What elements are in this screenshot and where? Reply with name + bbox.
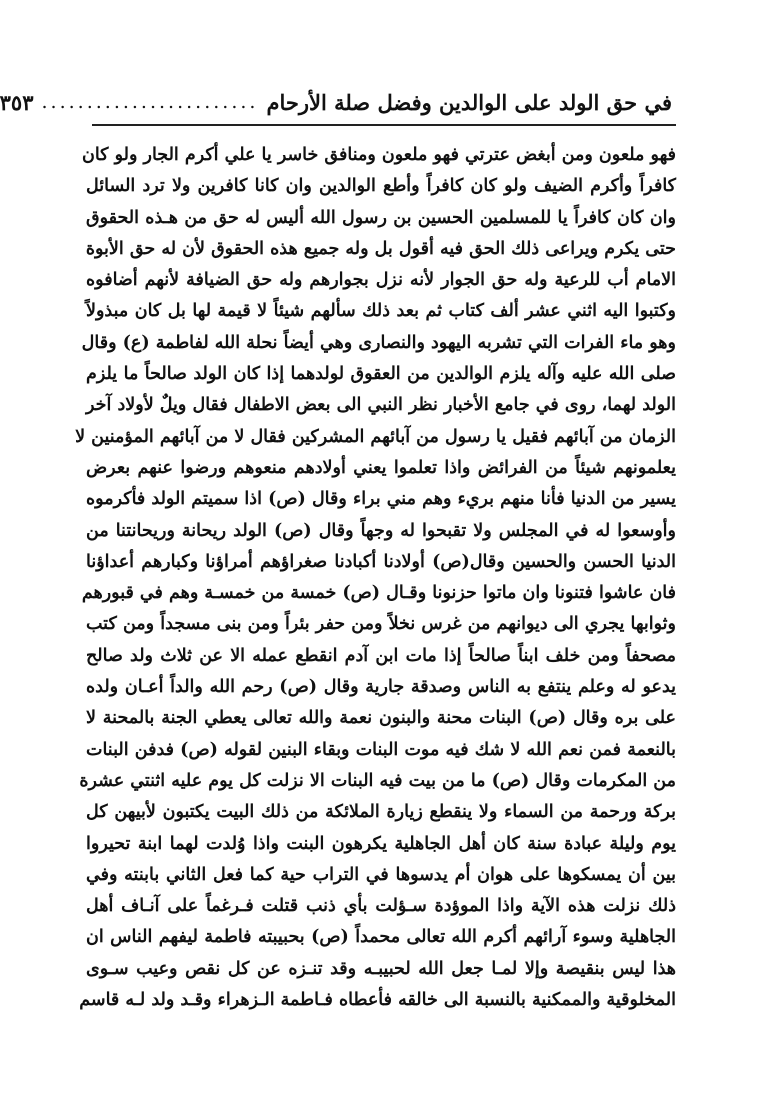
text-line: مصحفاً ومن خلف ابناً صالحاً إذا مات ابن آدم انقطع عمله الا عن ثلاث ولد صالح [86, 645, 676, 666]
text-line: الامام أب للرعية وله حق الجوار لأنه نزل بجوارهم وله حق الضيافة لأنهم أضافوه [86, 270, 676, 291]
leader-dots: ........................ [41, 91, 259, 113]
text-line: هذا ليس بنقيصة وإلا لمـا جعل الله لحبيبـه وقد تنـزه عن كل نقص وعيب سـوى [86, 958, 676, 979]
header-rule [92, 124, 676, 126]
text-line: وأوسعوا له في المجلس ولا تقبحوا له وجهاً وقال (ص) الولد ريحانة وريحانتنا من [86, 520, 676, 541]
body-text [75, 140, 676, 1016]
page-number: ٣٥٣ [0, 89, 34, 115]
text-line: الدنيا الحسن والحسين وقال(ص) أولادنا أكبادنا صغراؤهم أمراؤنا وكبارهم أعداؤنا [86, 551, 676, 572]
text-line: وهو ماء الفرات التي تشربه اليهود والنصارى وهي أيضاً نحلة الله لفاطمة (ع) وقال [81, 332, 676, 353]
text-line: وكتبوا اليه اثني عشر ألف كتاب ثم بعد ذلك سألهم شيئاً لا قيمة لها بل كان مبذولاً [86, 301, 676, 322]
text-line: كافراً وأكرم الضيف ولو كان كافراً وأطع الوالدين وان كانا كافرين ولا ترد السائل [86, 176, 676, 197]
text-line: الولد لهما، روى في جامع الأخبار نظر النبي الى بعض الاطفال فقال ويلٌ لأولاد آخر [86, 395, 676, 416]
text-line: يدعو له وعلم ينتفع به الناس وصدقة جارية وقال (ص) رحم الله والداً أعـان ولده [86, 677, 676, 698]
text-line: وثوابها يجري الى ديوانهم من غرس نخلاً ومن حفر بئراً ومن بنى مسجداً ومن كتب [86, 614, 676, 635]
text-line: المخلوقية والممكنية بالنسبة الى خالقه فأعطاه فـاطمة الـزهراء وقـد ولد لـه قاسم [79, 990, 676, 1011]
text-line: يوم وليلة عبادة سنة كان أهل الجاهلية يكرهون البنت واذا وُلدت لهما ابنة تحيروا [86, 833, 676, 854]
text-line: صلى الله عليه وآله يلزم الوالدين من العقوق لولدهما إذا كان الولد صالحاً ما يلزم [86, 364, 676, 385]
text-line: فان عاشوا فتنونا وان ماتوا حزنونا وقـال (ص) خمسة من خمسـة وهم في قبورهم [81, 583, 676, 604]
text-line: بين أن يمسكوها على هوان أم يدسوها في التراب حية كما فعل الثاني بابنته وفي [86, 864, 676, 885]
text-line: بالنعمة فمن نعم الله لا شك فيه موت البنات وبقاء البنين لقوله (ص) فدفن البنات [86, 739, 676, 760]
text-line: الزمان من آبائهم فقيل يا رسول من آبائهم المشركين فقال لا من آبائهم المؤمنين لا [75, 426, 676, 447]
text-line: يسير من الدنيا فأنا منهم بريء وهم مني براء وقال (ص) اذا سميتم الولد فأكرموه [86, 489, 676, 510]
running-title: في حق الولد على الوالدين وفضل صلة الأرحام [266, 89, 672, 115]
text-line: بركة ورحمة من السماء ولا ينقطع زيارة الملائكة من ذلك البيت يكتبون لأبيهن كل [86, 802, 676, 823]
text-line: وان كان كافراً يا للمسلمين الحسين بن رسول الله أليس له حق من هـذه الحقوق [86, 207, 676, 228]
text-line: يعلمونهم شيئاً من الفرائض واذا تعلموا يعني أولادهم منعوهم ورضوا عنهم بعرض [86, 457, 676, 478]
running-header [0, 82, 672, 122]
text-line: من المكرمات وقال (ص) ما من بيت فيه البنات الا نزلت كل يوم عليه اثنتي عشرة [79, 770, 676, 791]
text-line: ذلك نزلت هذه الآية واذا الموؤدة سـؤلت بأي ذنب قتلت فـرغماً على آنـاف أهل [86, 896, 676, 917]
book-page [2, 0, 760, 1105]
text-line: الجاهلية وسوء آرائهم أكرم الله تعالى محمداً (ص) بحبيبته فاطمة ليفهم الناس ان [86, 927, 676, 948]
text-line: فهو ملعون ومن أبغض عترتي فهو ملعون ومنافق خاسر يا علي أكرم الجار ولو كان [81, 145, 676, 165]
text-line: حتى يكرم ويراعى ذلك الحق فيه أقول بل وله جميع هذه الحقوق لأن له حق الأبوة [85, 238, 676, 259]
text-line: على بره وقال (ص) البنات محنة والبنون نعمة والله تعالى يعطي الجنة بالمحنة لا [86, 708, 676, 729]
